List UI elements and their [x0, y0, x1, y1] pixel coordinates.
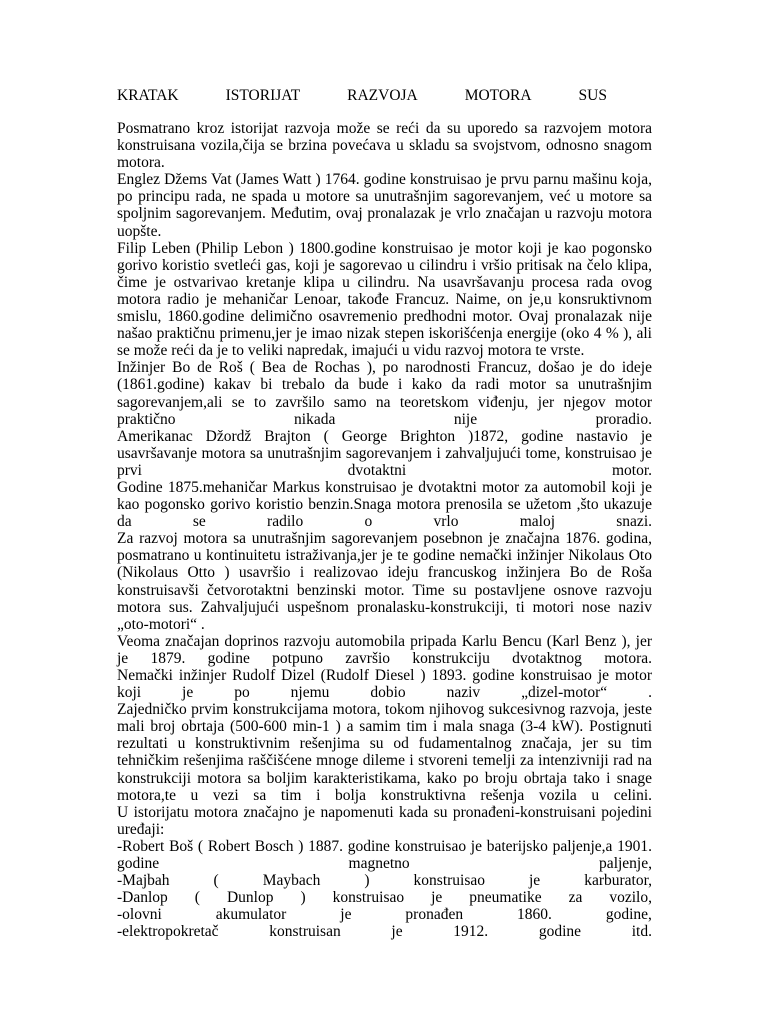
list-word: godine,	[605, 906, 652, 924]
list-word: -elektropokretač	[117, 923, 219, 941]
list-item-dunlop	[117, 889, 652, 906]
paragraph-watt: Englez Džems Vat (James Watt ) 1764. godine konstruisao je prvu parnu mašinu koja, po principu rada, ne spada u motore sa unutrašnjim sagorevanjem, već u motore sa spoljnim sagorevanjem. Međutim, ovaj pronalazak je vrlo značajan u razvoju motora uopšte.	[117, 171, 652, 240]
paragraph-benz: Veoma značajan doprinos razvoju automobila pripada Karlu Bencu (Karl Benz ), jer je 1879. godine potpuno završio konstrukciju dvotaktnog motora.	[117, 632, 652, 667]
list-word: vozilo,	[609, 889, 652, 907]
list-word: karburator,	[584, 872, 652, 890]
paragraph-early-constructions: Zajedničko prvim konstrukcijama motora, tokom njihovog sukcesivnog razvoja, jeste mali broj obrtaja (500-600 min-1 ) a samim tim i mala snaga (3-4 kW). Postignuti rezultati u konstruktivnim rešenjima su od fudamentalnog značaja, jer su tim tehničkim rešenjima raščišćene mnoge dileme i stvoreni temelji za intenzivniji rad na konstrukciji motora sa boljim karakteristikama, kako po broju obrtaja tako i snage motora,te u vezi sa tim i bolja konstruktivna rešenja vozila u celini.	[117, 701, 652, 804]
paragraph-devices-intro: U istorijatu motora značajno je napomenuti kada su pronađeni-konstruisani pojedini uređaji:	[117, 803, 652, 838]
list-word: pronađen	[405, 906, 464, 924]
list-item-battery	[117, 906, 652, 923]
title-word: KRATAK	[117, 87, 179, 104]
paragraph-intro: Posmatrano kroz istorijat razvoja može se reći da su uporedo sa razvojem motora konstruisana vozila,čija se brzina povećava u skladu sa svojstvom, odnosno snagom motora.	[117, 120, 652, 172]
document-body	[117, 120, 652, 941]
title-word: SUS	[578, 87, 607, 104]
title-word: RAZVOJA	[347, 87, 418, 104]
list-item-maybach	[117, 872, 652, 889]
paragraph-rochas: Inžinjer Bo de Roš ( Bea de Rochas ), po narodnosti Francuz, došao je do ideje (1861.godine) kakav bi trebalo da bude i kako da radi motor sa unutrašnjim sagorevanjem,ali se to završilo samo na teoretskom viđenju, jer njegov motor praktično nikada nije proradio.	[117, 359, 652, 428]
list-word: )	[300, 889, 306, 907]
list-word: -Majbah	[117, 872, 170, 890]
list-word: 1860.	[517, 906, 552, 924]
list-word: -Danlop	[117, 889, 168, 907]
list-word: (	[194, 889, 200, 907]
list-item-starter	[117, 923, 652, 940]
list-word: akumulator	[215, 906, 287, 924]
paragraph-otto: Za razvoj motora sa unutrašnjim sagorevanjem posebnon je značajna 1876. godina, posmatrano u kontinuitetu istraživanja,jer je te godine nemački inžinjer Nikolaus Oto (Nikolaus Otto ) usavršio i realizovao ideju francuskog inžinjera Bo de Roša konstruisavši četvorotaktni benzinski motor. Time su postavljene osnove razvoju motora sus. Zahvaljujući uspešnom pronalasku-konstrukciji, ti motori nose naziv „oto-motori“ .	[117, 530, 652, 633]
paragraph-diesel: Nemački inžinjer Rudolf Dizel (Rudolf Diesel ) 1893. godine konstruisao je motor koji je po njemu dobio naziv „dizel-motor“ .	[117, 667, 652, 702]
document-title	[117, 87, 607, 105]
list-word: pneumatike	[469, 889, 542, 907]
paragraph-markus: Godine 1875.mehaničar Markus konstruisao je dvotaktni motor za automobil koji je kao pogonsko gorivo koristio benzin.Snaga motora prenosila se užetom ,što ukazuje da se radilo o vrlo maloj snazi.	[117, 478, 652, 531]
list-word: 1912.	[453, 923, 489, 941]
list-word: konstruisan	[269, 923, 341, 941]
list-word: itd.	[631, 923, 652, 941]
list-word: )	[364, 872, 370, 890]
list-word: (	[213, 872, 219, 890]
title-word: MOTORA	[464, 87, 532, 104]
list-word: godine	[538, 923, 582, 941]
list-word: je	[391, 923, 403, 941]
list-word: konstruisao	[413, 872, 485, 890]
list-word: je	[431, 889, 443, 907]
list-word: je	[340, 906, 352, 924]
list-word: konstruisao	[332, 889, 405, 907]
list-word: je	[529, 872, 541, 890]
paragraph-lebon: Filip Leben (Philip Lebon ) 1800.godine konstruisao je motor koji je kao pogonsko gorivo koristio svetleći gas, koji je sagorevao u cilindru i vršio pritisak na čelo klipa, čime je ostvarivao kretanje klipa u cilindru. Na usavršavanju procesa rada ovog motora radio je mehaničar Lenoar, takođe Francuz. Naime, on je,u konsruktivnom smislu, 1860.godine delimično osavremenio predhodni motor. Ovaj pronalazak nije našao praktičnu primenu,jer je imao nizak stepen iskorišćenja energije (oko 4 % ), ali se može reći da je to veliki napredak, imajući u vidu razvoj motora te vrste.	[117, 239, 652, 360]
list-word: Dunlop	[226, 889, 274, 907]
list-word: Maybach	[262, 872, 321, 890]
title-word: ISTORIJAT	[225, 87, 301, 104]
list-word: za	[568, 889, 583, 907]
paragraph-brighton: Amerikanac Džordž Brajton ( George Brighton )1872, godine nastavio je usavršavanje motora sa unutrašnjim sagorevanjem i zahvaljujući tome, konstruisao je prvi dvotaktni motor.	[117, 427, 652, 479]
list-word: -olovni	[117, 906, 162, 924]
list-item-bosch: -Robert Boš ( Robert Bosch ) 1887. godine konstruisao je baterijsko paljenje,a 1901. godine magnetno paljenje,	[117, 837, 652, 873]
